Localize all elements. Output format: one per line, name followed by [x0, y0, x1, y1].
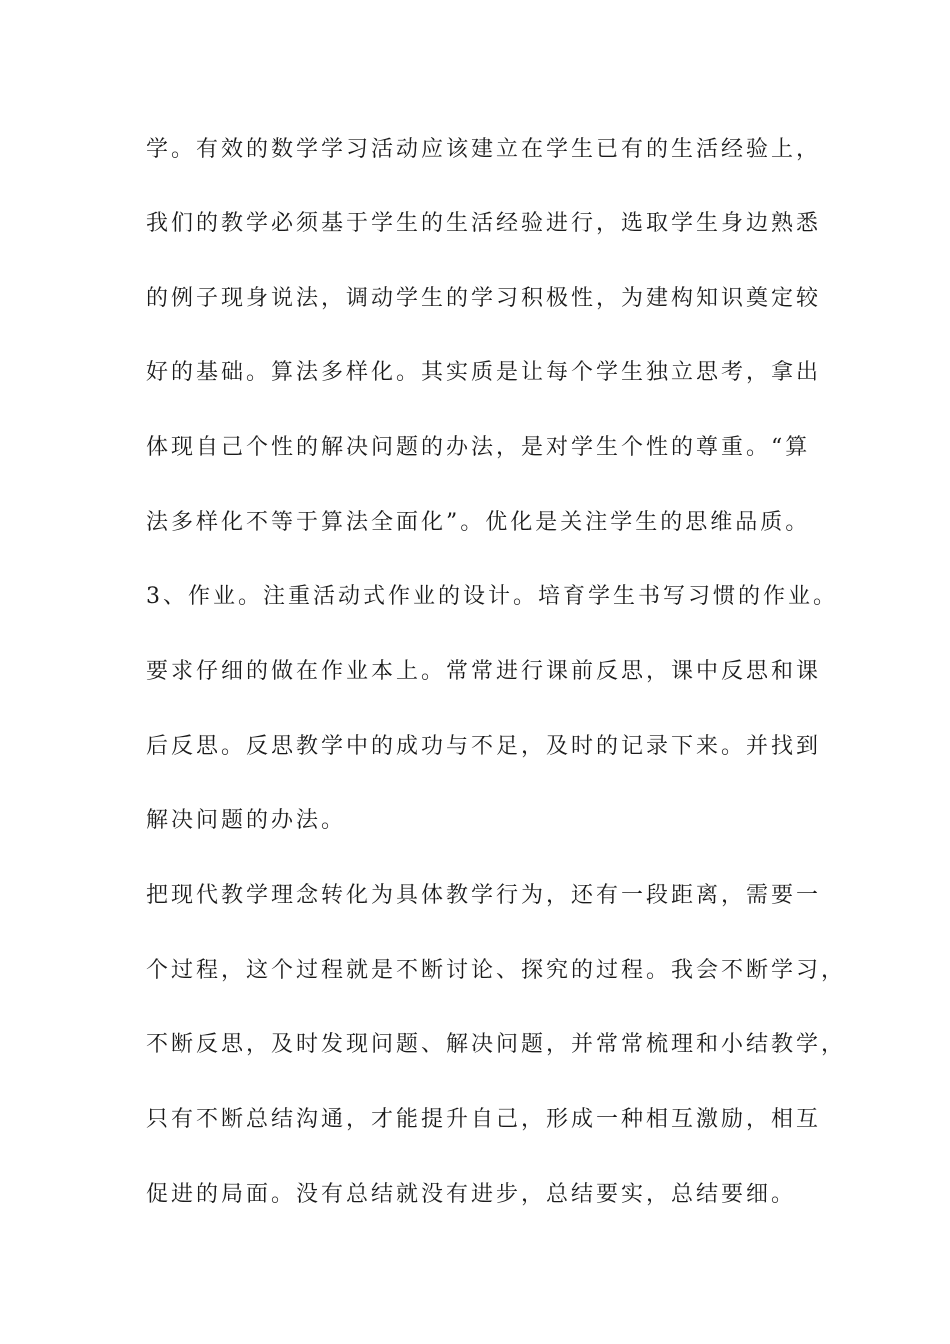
text-line-14: 只有不断总结沟通，才能提升自己，形成一种相互激励，相互 — [146, 1107, 822, 1132]
text-line-2: 我们的教学必须基于学生的生活经验进行，选取学生身边熟悉 — [146, 211, 822, 236]
text-line-7: 3、作业。注重活动式作业的设计。培育学生书写习惯的作业。 — [146, 584, 838, 609]
text-line-9: 后反思。反思教学中的成功与不足，及时的记录下来。并找到 — [146, 734, 822, 759]
text-line-10: 解决问题的办法。 — [146, 808, 347, 833]
text-line-5: 体现自己个性的解决问题的办法，是对学生个性的尊重。“算 — [146, 435, 811, 460]
text-line-11: 把现代教学理念转化为具体教学行为，还有一段距离，需要一 — [146, 883, 822, 908]
text-line-1: 学。有效的数学学习活动应该建立在学生已有的生活经验上， — [146, 137, 822, 162]
text-line-3: 的例子现身说法，调动学生的学习积极性，为建构知识奠定较 — [146, 286, 822, 311]
text-line-15: 促进的局面。没有总结就没有进步，总结要实，总结要细。 — [146, 1182, 797, 1207]
text-line-4: 好的基础。算法多样化。其实质是让每个学生独立思考，拿出 — [146, 360, 822, 385]
text-line-13: 不断反思，及时发现问题、解决问题，并常常梳理和小结教学， — [146, 1032, 846, 1057]
text-line-6: 法多样化不等于算法全面化”。优化是关注学生的思维品质。 — [146, 510, 811, 535]
text-line-8: 要求仔细的做在作业本上。常常进行课前反思，课中反思和课 — [146, 659, 822, 684]
text-line-12: 个过程，这个过程就是不断讨论、探究的过程。我会不断学习， — [146, 958, 846, 983]
